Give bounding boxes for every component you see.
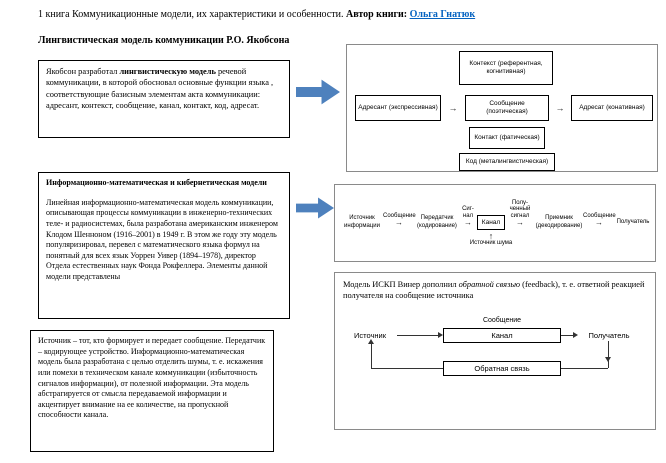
wiener-text-part2: (feedback), т. е. ответной реакцией получателя на сообщение источника bbox=[343, 280, 645, 301]
shannon-channel: Канал bbox=[477, 215, 505, 230]
arrow-right-icon: → bbox=[395, 218, 403, 227]
shannon-label-message: Сообщение bbox=[383, 213, 416, 220]
shannon-diagram bbox=[334, 184, 656, 262]
jakobson-node-addressee: Адресат (конативная) bbox=[571, 95, 653, 121]
arrow-right-icon: → bbox=[448, 103, 458, 113]
flow-arrow-icon bbox=[296, 196, 334, 220]
wiener-text bbox=[335, 273, 655, 302]
arrow-right-icon: → bbox=[555, 103, 565, 113]
shannon-connector bbox=[505, 199, 535, 227]
jakobson-node-contact: Контакт (фатическая) bbox=[469, 127, 545, 149]
jakobson-node-addresser: Адресант (экспрессивная) bbox=[355, 95, 441, 121]
shannon-box-body: Линейная информационно-математическая модель коммуникации, описывающая процессы коммуникации в инженерно-технических теле- и радиосистемах, была разработана американским инженером Клодом Шенноном (1916–2001) в 1949 г. В этом же году эту модель популяризировал, перевел с математического языка формул на понятный для всех язык Уоррен Уивер (1894–1978), директор Отдела естественных наук Фонда Рокфеллера. Элементы данной модели представлены bbox=[46, 197, 278, 281]
wiener-text-part1: Модель ИСКП Винер дополнил bbox=[343, 280, 459, 289]
wiener-destination: Получатель bbox=[588, 331, 630, 340]
jakobson-text-part2: речевой коммуникации, в которой обосновал основные функции языка , соответствующие базисным элементам акта коммуникации: адресант, контекст, сообщение, канал, контакт, код, адресат. bbox=[46, 67, 274, 111]
arrowhead-icon bbox=[605, 357, 611, 362]
wiener-source: Источник bbox=[353, 331, 387, 340]
wiener-feedback-box: Обратная связь bbox=[443, 361, 561, 376]
section-heading: Лингвистическая модель коммуникации Р.О. Якобсона bbox=[38, 35, 290, 46]
connector-line bbox=[371, 368, 443, 369]
wiener-label-message: Сообщение bbox=[482, 317, 522, 324]
doc-title-line bbox=[38, 9, 475, 20]
arrow-right-icon: → bbox=[595, 218, 603, 227]
shannon-label-signal: Сиг-нал bbox=[462, 206, 474, 220]
author-link[interactable]: Ольга Гнатюк bbox=[409, 9, 476, 20]
shannon-noise-label: Источник шума bbox=[469, 240, 513, 246]
arrowhead-icon bbox=[573, 332, 578, 338]
connector-line bbox=[371, 341, 372, 368]
shannon-noise-source bbox=[455, 232, 527, 247]
shannon-receiver: Приемник (декодирование) bbox=[535, 215, 583, 229]
wiener-text-italic: обратной связью bbox=[458, 280, 521, 289]
shannon-transmitter: Передатчик (кодирование) bbox=[417, 215, 457, 229]
arrowhead-icon bbox=[438, 332, 443, 338]
wiener-diagram bbox=[334, 272, 656, 430]
shannon-flow-row bbox=[341, 199, 651, 230]
connector-line bbox=[397, 335, 438, 336]
jakobson-text-part1: Якобсон разработал bbox=[46, 67, 120, 76]
connector-line bbox=[561, 368, 608, 369]
jakobson-diagram bbox=[346, 44, 658, 172]
shannon-connector bbox=[383, 213, 416, 227]
author-label: Автор книги: bbox=[345, 9, 410, 20]
shannon-connector bbox=[583, 213, 616, 227]
shannon-description-box bbox=[38, 172, 290, 319]
arrowhead-icon bbox=[368, 339, 374, 344]
shannon-destination: Получатель bbox=[616, 218, 650, 225]
arrow-up-icon: ↑ bbox=[488, 231, 494, 241]
wiener-channel-box: Канал bbox=[443, 328, 561, 343]
shannon-connector bbox=[459, 206, 477, 227]
jakobson-node-code: Код (металингвистическая) bbox=[459, 153, 555, 171]
jakobson-text-bold: лингвистическую модель bbox=[119, 67, 216, 76]
shannon-source: Источник информации bbox=[344, 215, 380, 229]
shannon-label-message: Сообщение bbox=[583, 213, 616, 220]
jakobson-node-context: Контекст (референтная, когнитивная) bbox=[459, 51, 553, 85]
flow-arrow-icon bbox=[296, 78, 340, 106]
doc-title-text: 1 книга Коммуникационные модели, их характеристики и особенности. bbox=[38, 9, 346, 20]
shannon-box-title: Информационно-математическая и кибернетическая модели bbox=[46, 178, 267, 187]
notes-box: Источник – тот, кто формирует и передает сообщение. Передатчик – кодирующее устройство. Информационно-математическая модель была разработана с целью отделить шумы, т. е. искажения или помехи в техническом канале коммуникации (избыточность сигналов информации), от полезной информации. Эта модель абстрагируется от смысла передаваемой информации и акцентирует внимание на ее количестве, на пропускной способности канала. bbox=[30, 330, 274, 452]
arrow-right-icon: → bbox=[516, 218, 524, 227]
shannon-label-received-signal: Полу-ченный сигнал bbox=[509, 199, 531, 220]
jakobson-node-message: Сообщение (поэтическая) bbox=[465, 95, 549, 121]
connector-line bbox=[608, 341, 609, 368]
connector-line bbox=[561, 335, 573, 336]
jakobson-description-box bbox=[38, 60, 290, 138]
arrow-right-icon: → bbox=[464, 218, 472, 227]
